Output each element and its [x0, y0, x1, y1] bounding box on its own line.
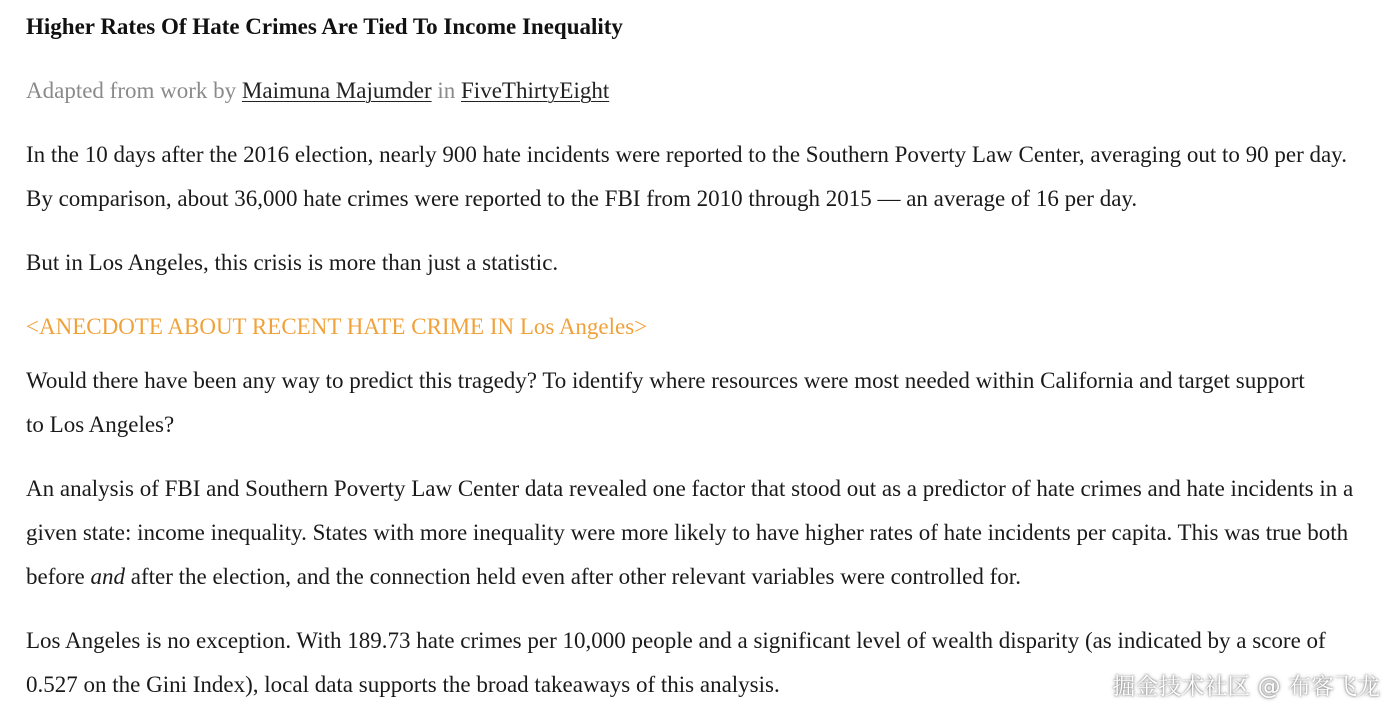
byline-prefix: Adapted from work by: [26, 78, 242, 103]
article-title: Higher Rates Of Hate Crimes Are Tied To Income Inequality: [26, 14, 623, 39]
analysis-emphasis: and: [90, 564, 125, 589]
paragraph-analysis: [26, 467, 1356, 599]
byline-middle: in: [431, 78, 462, 103]
publication-link[interactable]: FiveThirtyEight: [461, 78, 610, 103]
analysis-text-after: after the election, and the connection held even after other relevant variables were controlled for.: [125, 564, 1021, 589]
byline: [26, 76, 609, 106]
analysis-text-before: An analysis of FBI and Southern Poverty Law Center data revealed one factor that stood out as a predictor of hate crimes and hate incidents in a given state: income inequality. States with more inequality were more likely to have higher rates of hate incidents per capita. This was true both before: [26, 476, 1354, 589]
paragraph-los-angeles-crisis: But in Los Angeles, this crisis is more than just a statistic.: [26, 250, 559, 275]
paragraph-los-angeles-data: Los Angeles is no exception. With 189.73 hate crimes per 10,000 people and a significant level of wealth disparity (as indicated by a score of 0.527 on the Gini Index), local data supports the broad takeaways of this analysis.: [26, 628, 1326, 697]
anecdote-placeholder: <ANECDOTE ABOUT RECENT HATE CRIME IN Los Angeles>: [26, 314, 648, 339]
paragraph-predict-question: Would there have been any way to predict this tragedy? To identify where resources were most needed within California and target support to Los Angeles?: [26, 368, 1305, 437]
watermark: 掘金技术社区 @ 布客飞龙: [1112, 674, 1380, 700]
paragraph-election-statistics: In the 10 days after the 2016 election, nearly 900 hate incidents were reported to the Southern Poverty Law Center, averaging out to 90 per day. By comparison, about 36,000 hate crimes were reported to the FBI from 2010 through 2015 — an average of 16 per day.: [26, 142, 1347, 211]
author-link[interactable]: Maimuna Majumder: [241, 78, 432, 103]
